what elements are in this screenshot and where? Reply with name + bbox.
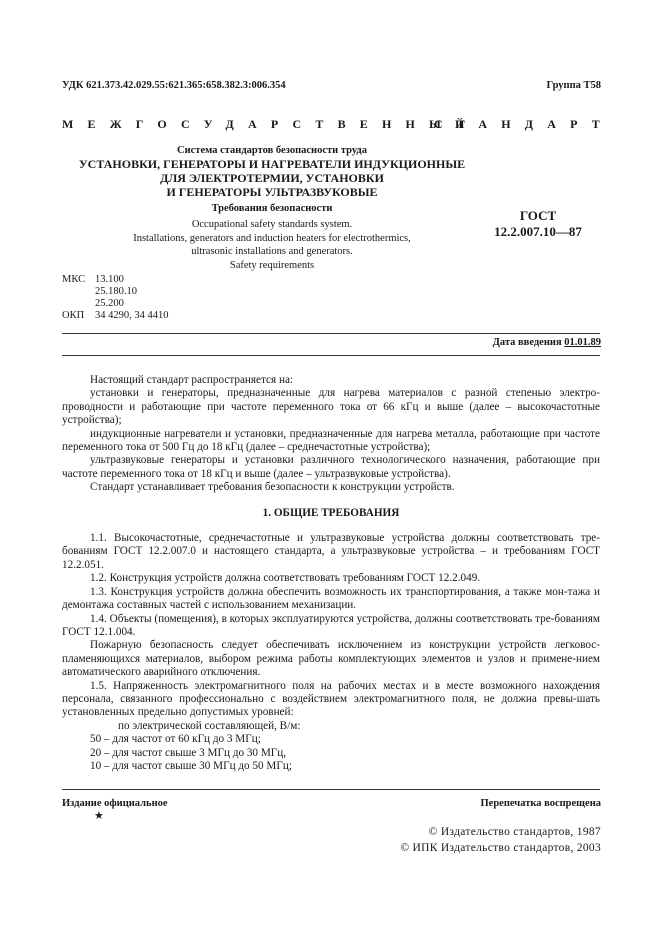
limit-item: 10 – для частот свыше 30 МГц до 50 МГц; xyxy=(90,759,292,772)
english-title-line: Installations, generators and induction heaters for electrothermics, xyxy=(133,232,411,244)
english-title-line: Occupational safety standards system. xyxy=(191,219,353,230)
copyright-line: © ИПК Издательство стандартов, 2003 xyxy=(400,842,601,854)
okp-label: ОКП xyxy=(62,310,85,321)
official-edition: Издание официальное xyxy=(62,798,168,809)
section-paragraph: 1.1. Высокочастотные, среднечастотные и ультразвуковые устройства должны соответствовать тре-бованиям ГОСТ 12.2.007.0 и настоящего стандарта, а ультразвуковые устройства – и требованиям ГОСТ 12.2.051. xyxy=(62,532,600,571)
section-paragraph: 1.5. Напряженность электромагнитного поля на рабочих местах и в месте возможного нахождения персонала, связанного профессионально с воздействием электромагнитного поля, не должна превы-шать установленных предельно допустимых уровней: xyxy=(62,679,600,719)
intro-paragraph: Настоящий стандарт распространяется на: xyxy=(90,374,294,386)
subtitle: Требования безопасности xyxy=(211,203,333,214)
divider xyxy=(62,355,600,356)
gost-number xyxy=(486,208,590,240)
main-title-line: И ГЕНЕРАТОРЫ УЛЬТРАЗВУКОВЫЕ xyxy=(166,185,378,199)
english-title xyxy=(62,218,482,272)
intro-paragraph: Стандарт устанавливает требования безопасности к конструкции устройств. xyxy=(90,481,455,494)
copyright xyxy=(400,824,601,856)
mks-label: МКС xyxy=(62,274,86,285)
star-icon: ★ xyxy=(94,810,104,822)
title-block xyxy=(62,144,482,272)
intro-paragraph: индукционные нагреватели и установки, предназначенные для нагрева металла, работающие при частоте переменного тока от 500 Гц до 18 кГц (далее – среднечастотные устройства); xyxy=(62,427,600,454)
mks-value: 13.100 xyxy=(95,274,124,285)
intro-paragraph: ультразвуковые генераторы и установки различного технологического назначения, работающие при частоте переменного тока от 18 кГц и выше (далее – ультразвуковые устройства). xyxy=(62,454,600,480)
section-paragraph: Пожарную безопасность следует обеспечивать исключением из конструкции устройств легковос-пламеняющихся материалов, выбором режима работы комплектующих элементов и узлов и примене-нием автоматического аварийного отключения. xyxy=(62,639,600,679)
introduction-date xyxy=(493,337,601,348)
limit-item: 20 – для частот свыше 3 МГц до 30 МГц, xyxy=(90,746,287,759)
banner-word-interstate: МЕЖГОСУДАРСТВЕННЫЙ xyxy=(62,117,479,131)
footer-divider xyxy=(62,789,600,790)
okp-value: 34 4290, 34 4410 xyxy=(95,310,169,321)
limit-item: 50 – для частот от 60 кГц до 3 МГц; xyxy=(90,733,261,746)
component-label: по электрической составляющей, В/м: xyxy=(118,719,301,732)
mks-value: 25.180.10 xyxy=(95,286,137,297)
section-paragraph: 1.3. Конструкция устройств должна обеспечить возможность их транспортирования, а также мон-тажа и демонтажа составных частей с использованием механизации. xyxy=(62,585,600,612)
banner-word-standard: СТАНДАРТ xyxy=(433,117,614,131)
gost-label: ГОСТ xyxy=(519,208,557,223)
reprint-prohibited: Перепечатка воспрещена xyxy=(480,798,601,809)
main-title-line: ДЛЯ ЭЛЕКТРОТЕРМИИ, УСТАНОВКИ xyxy=(160,171,384,185)
document-body xyxy=(62,374,600,773)
english-title-line: Safety requirements xyxy=(229,259,315,271)
section-paragraph: 1.2. Конструкция устройств должна соответствовать требованиям ГОСТ 12.2.049. xyxy=(90,572,481,585)
gost-code: 12.2.007.10—87 xyxy=(494,224,582,239)
english-title-line: ultrasonic installations and generators. xyxy=(191,246,353,257)
date-label: Дата введения xyxy=(492,337,562,348)
date-value: 01.01.89 xyxy=(564,337,601,348)
system-title: Система стандартов безопасности труда xyxy=(177,145,367,156)
group-code: Группа Т58 xyxy=(546,80,601,91)
classification-codes xyxy=(62,274,169,322)
section-heading: 1. ОБЩИЕ ТРЕБОВАНИЯ xyxy=(262,506,400,519)
divider xyxy=(62,333,600,334)
intro-paragraph: установки и генераторы, предназначенные для нагрева материалов с разной степенью электро-проводности и работающие при частоте переменного тока от 66 кГц и выше (далее – высокочастотные устройства); xyxy=(62,387,600,427)
udc-code: УДК 621.373.42.029.55:621.365:658.382.3:006.354 xyxy=(62,80,286,91)
main-title-line: УСТАНОВКИ, ГЕНЕРАТОРЫ И НАГРЕВАТЕЛИ ИНДУКЦИОННЫЕ xyxy=(78,157,466,171)
section-paragraph: 1.4. Объекты (помещения), в которых эксплуатируются устройства, должны соответствовать тре-бованиям ГОСТ 12.1.004. xyxy=(62,612,600,638)
copyright-line: © Издательство стандартов, 1987 xyxy=(428,826,601,838)
mks-value: 25.200 xyxy=(95,298,124,309)
